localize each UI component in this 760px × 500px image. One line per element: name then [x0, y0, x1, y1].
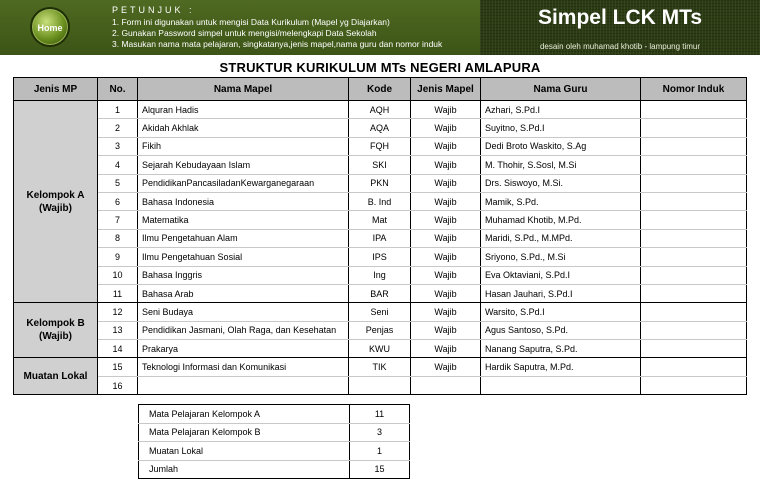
row-no-cell[interactable]: 8 [98, 229, 138, 247]
app-banner [480, 0, 760, 55]
row-kode-cell[interactable]: PKN [349, 174, 411, 192]
table-row [14, 229, 747, 247]
row-jenis-cell[interactable]: Wajib [411, 321, 481, 339]
row-jenis-cell[interactable]: Wajib [411, 156, 481, 174]
row-guru-cell[interactable]: Dedi Broto Waskito, S.Ag [481, 137, 641, 155]
row-no-cell[interactable]: 11 [98, 284, 138, 302]
instructions-title: PETUNJUK : [112, 5, 195, 15]
summary-label: Mata Pelajaran Kelompok B [139, 423, 350, 442]
row-induk-cell[interactable] [641, 340, 747, 358]
group-label-cell: Kelompok A (Wajib) [14, 101, 98, 303]
row-induk-cell[interactable] [641, 376, 747, 394]
summary-value: 3 [350, 423, 410, 442]
row-no-cell[interactable]: 14 [98, 340, 138, 358]
table-row [14, 192, 747, 210]
column-header-nomor-induk: Nomor Induk [641, 78, 747, 101]
table-row [14, 211, 747, 229]
row-jenis-cell[interactable]: Wajib [411, 303, 481, 321]
row-mapel-cell[interactable] [138, 376, 349, 394]
row-guru-cell[interactable]: Hasan Jauhari, S.Pd.I [481, 284, 641, 302]
summary-row [139, 460, 410, 479]
row-induk-cell[interactable] [641, 321, 747, 339]
row-guru-cell[interactable]: Eva Oktaviani, S.Pd.I [481, 266, 641, 284]
summary-label: Jumlah [139, 460, 350, 479]
row-no-cell[interactable]: 9 [98, 248, 138, 266]
row-kode-cell[interactable]: B. Ind [349, 192, 411, 210]
row-kode-cell[interactable]: IPS [349, 248, 411, 266]
row-guru-cell[interactable] [481, 376, 641, 394]
app-title: Simpel LCK MTs [537, 6, 703, 29]
table-row [14, 303, 747, 321]
row-kode-cell[interactable]: Penjas [349, 321, 411, 339]
row-guru-cell[interactable]: Agus Santoso, S.Pd. [481, 321, 641, 339]
row-induk-cell[interactable] [641, 174, 747, 192]
row-no-cell[interactable]: 12 [98, 303, 138, 321]
summary-value: 11 [350, 405, 410, 424]
row-kode-cell[interactable]: IPA [349, 229, 411, 247]
row-mapel-cell[interactable]: Bahasa Indonesia [138, 192, 349, 210]
row-jenis-cell[interactable]: Wajib [411, 119, 481, 137]
row-no-cell[interactable]: 7 [98, 211, 138, 229]
row-mapel-cell[interactable]: Alquran Hadis [138, 101, 349, 119]
row-jenis-cell[interactable]: Wajib [411, 266, 481, 284]
row-kode-cell[interactable]: Ing [349, 266, 411, 284]
row-no-cell[interactable]: 16 [98, 376, 138, 394]
app-header [0, 0, 760, 55]
row-guru-cell[interactable]: Warsito, S.Pd.I [481, 303, 641, 321]
row-induk-cell[interactable] [641, 137, 747, 155]
table-row [14, 284, 747, 302]
row-no-cell[interactable]: 13 [98, 321, 138, 339]
row-jenis-cell[interactable]: Wajib [411, 101, 481, 119]
row-kode-cell[interactable]: Seni [349, 303, 411, 321]
row-kode-cell[interactable]: BAR [349, 284, 411, 302]
table-row [14, 266, 747, 284]
row-jenis-cell[interactable]: Wajib [411, 229, 481, 247]
row-guru-cell[interactable]: M. Thohir, S.Sosl, M.Si [481, 156, 641, 174]
column-header-kode: Kode [349, 78, 411, 101]
home-button-label: Home [37, 23, 63, 33]
row-kode-cell[interactable]: FQH [349, 137, 411, 155]
row-kode-cell[interactable]: SKI [349, 156, 411, 174]
row-induk-cell[interactable] [641, 266, 747, 284]
row-induk-cell[interactable] [641, 229, 747, 247]
row-induk-cell[interactable] [641, 156, 747, 174]
row-no-cell[interactable]: 1 [98, 101, 138, 119]
row-mapel-cell[interactable]: Teknologi Informasi dan Komunikasi [138, 358, 349, 376]
summary-value: 15 [350, 460, 410, 479]
home-button[interactable] [30, 7, 70, 47]
row-induk-cell[interactable] [641, 303, 747, 321]
row-kode-cell[interactable]: AQH [349, 101, 411, 119]
row-kode-cell[interactable]: Mat [349, 211, 411, 229]
row-guru-cell[interactable]: Sriyono, S.Pd., M.Si [481, 248, 641, 266]
row-jenis-cell[interactable]: Wajib [411, 211, 481, 229]
row-jenis-cell[interactable]: Wajib [411, 340, 481, 358]
row-jenis-cell[interactable]: Wajib [411, 358, 481, 376]
table-row [14, 119, 747, 137]
row-no-cell[interactable]: 3 [98, 137, 138, 155]
summary-table [138, 404, 410, 479]
row-guru-cell[interactable]: Nanang Saputra, S.Pd. [481, 340, 641, 358]
summary-row [139, 423, 410, 442]
row-mapel-cell[interactable]: Pendidikan Jasmani, Olah Raga, dan Kesehatan [138, 321, 349, 339]
column-header-nama-guru: Nama Guru [481, 78, 641, 101]
table-row [14, 340, 747, 358]
summary-value: 1 [350, 442, 410, 461]
row-no-cell[interactable]: 4 [98, 156, 138, 174]
column-header-jenis-mp: Jenis MP [14, 78, 98, 101]
row-mapel-cell[interactable]: Sejarah Kebudayaan Islam [138, 156, 349, 174]
column-header-nama-mapel: Nama Mapel [138, 78, 349, 101]
row-kode-cell[interactable]: KWU [349, 340, 411, 358]
column-header-no: No. [98, 78, 138, 101]
row-mapel-cell[interactable]: Bahasa Arab [138, 284, 349, 302]
row-jenis-cell[interactable] [411, 376, 481, 394]
instructions-panel [0, 0, 480, 55]
row-mapel-cell[interactable]: Fikih [138, 137, 349, 155]
instructions [112, 5, 442, 50]
table-row [14, 174, 747, 192]
row-guru-cell[interactable]: Muhamad Khotib, M.Pd. [481, 211, 641, 229]
table-row [14, 248, 747, 266]
row-induk-cell[interactable] [641, 358, 747, 376]
row-guru-cell[interactable]: Azhari, S.Pd.I [481, 101, 641, 119]
row-guru-cell[interactable]: Drs. Siswoyo, M.Si. [481, 174, 641, 192]
row-induk-cell[interactable] [641, 248, 747, 266]
row-kode-cell[interactable]: AQA [349, 119, 411, 137]
instruction-item: 3. Masukan nama mata pelajaran, singkatanya,jenis mapel,nama guru dan nomor induk [112, 39, 443, 49]
app-credit: desain oleh muhamad khotib - lampung timur [539, 42, 701, 51]
row-mapel-cell[interactable]: Akidah Akhlak [138, 119, 349, 137]
summary-label: Muatan Lokal [139, 442, 350, 461]
row-no-cell[interactable]: 6 [98, 192, 138, 210]
row-no-cell[interactable]: 2 [98, 119, 138, 137]
row-mapel-cell[interactable]: Prakarya [138, 340, 349, 358]
row-mapel-cell[interactable]: Ilmu Pengetahuan Alam [138, 229, 349, 247]
table-row [14, 321, 747, 339]
row-induk-cell[interactable] [641, 101, 747, 119]
row-guru-cell[interactable]: Mamik, S.Pd. [481, 192, 641, 210]
column-header-jenis-mapel: Jenis Mapel [411, 78, 481, 101]
table-row [14, 376, 747, 394]
row-no-cell[interactable]: 10 [98, 266, 138, 284]
row-jenis-cell[interactable]: Wajib [411, 192, 481, 210]
row-mapel-cell[interactable]: Ilmu Pengetahuan Sosial [138, 248, 349, 266]
summary-label: Mata Pelajaran Kelompok A [139, 405, 350, 424]
summary-body [139, 405, 410, 479]
table-header-row [14, 78, 747, 101]
row-jenis-cell[interactable]: Wajib [411, 137, 481, 155]
row-jenis-cell[interactable]: Wajib [411, 284, 481, 302]
row-induk-cell[interactable] [641, 192, 747, 210]
table-row [14, 156, 747, 174]
row-induk-cell[interactable] [641, 211, 747, 229]
row-mapel-cell[interactable]: Bahasa Inggris [138, 266, 349, 284]
group-label-cell: Kelompok B (Wajib) [14, 303, 98, 358]
row-mapel-cell[interactable]: Seni Budaya [138, 303, 349, 321]
instruction-item: 2. Gunakan Password simpel untuk mengisi/melengkapi Data Sekolah [112, 28, 377, 38]
summary-row [139, 442, 410, 461]
row-kode-cell[interactable] [349, 376, 411, 394]
row-guru-cell[interactable]: Hardik Saputra, M.Pd. [481, 358, 641, 376]
table-row [14, 101, 747, 119]
row-jenis-cell[interactable]: Wajib [411, 248, 481, 266]
table-body [14, 101, 747, 395]
row-guru-cell[interactable]: Suyitno, S.Pd.I [481, 119, 641, 137]
summary-row [139, 405, 410, 424]
instruction-item: 1. Form ini digunakan untuk mengisi Data Kurikulum (Mapel yg Diajarkan) [112, 17, 390, 27]
row-no-cell[interactable]: 15 [98, 358, 138, 376]
row-mapel-cell[interactable]: PendidikanPancasiladanKewarganegaraan [138, 174, 349, 192]
group-label-cell: Muatan Lokal [14, 358, 98, 395]
row-no-cell[interactable]: 5 [98, 174, 138, 192]
table-row [14, 137, 747, 155]
row-kode-cell[interactable]: TIK [349, 358, 411, 376]
row-guru-cell[interactable]: Maridi, S.Pd., M.MPd. [481, 229, 641, 247]
row-induk-cell[interactable] [641, 284, 747, 302]
curriculum-table [13, 77, 747, 395]
row-induk-cell[interactable] [641, 119, 747, 137]
table-row [14, 358, 747, 376]
page-title: STRUKTUR KURIKULUM MTs NEGERI AMLAPURA [219, 60, 541, 75]
row-jenis-cell[interactable]: Wajib [411, 174, 481, 192]
row-mapel-cell[interactable]: Matematika [138, 211, 349, 229]
